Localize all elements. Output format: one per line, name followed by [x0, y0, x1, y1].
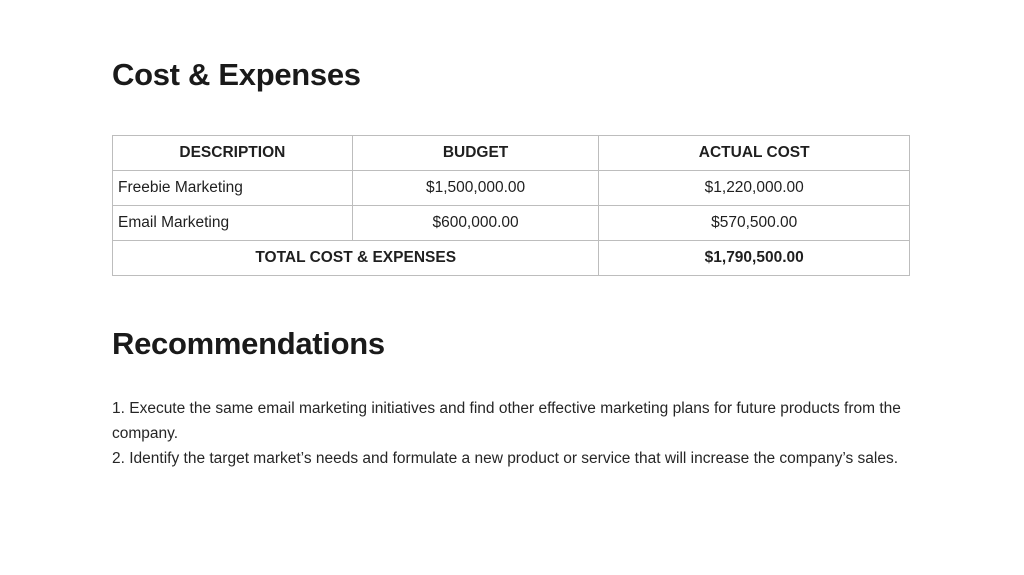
row-description: Email Marketing [113, 206, 353, 241]
cost-expenses-table [112, 135, 910, 276]
list-item: 1. Execute the same email marketing initiatives and find other effective marketing plans for future products from the company. [112, 400, 901, 442]
table-total-row [113, 241, 910, 276]
column-header-description: DESCRIPTION [113, 136, 353, 171]
row-description: Freebie Marketing [113, 171, 353, 206]
row-actual-cost: $570,500.00 [599, 206, 910, 241]
row-actual-cost: $1,220,000.00 [599, 171, 910, 206]
total-actual-cost: $1,790,500.00 [599, 241, 910, 276]
table-row [113, 206, 910, 241]
recommendations-heading: Recommendations [112, 326, 385, 361]
row-budget: $600,000.00 [352, 206, 599, 241]
column-header-actual-cost: ACTUAL COST [599, 136, 910, 171]
recommendations-list [112, 396, 910, 471]
list-item: 2. Identify the target market’s needs and formulate a new product or service that will increase the company’s sales. [112, 450, 899, 467]
table-header-row [113, 136, 910, 171]
column-header-budget: BUDGET [352, 136, 599, 171]
table-row [113, 171, 910, 206]
row-budget: $1,500,000.00 [352, 171, 599, 206]
cost-expenses-heading: Cost & Expenses [112, 57, 361, 92]
total-label: TOTAL COST & EXPENSES [113, 241, 599, 276]
